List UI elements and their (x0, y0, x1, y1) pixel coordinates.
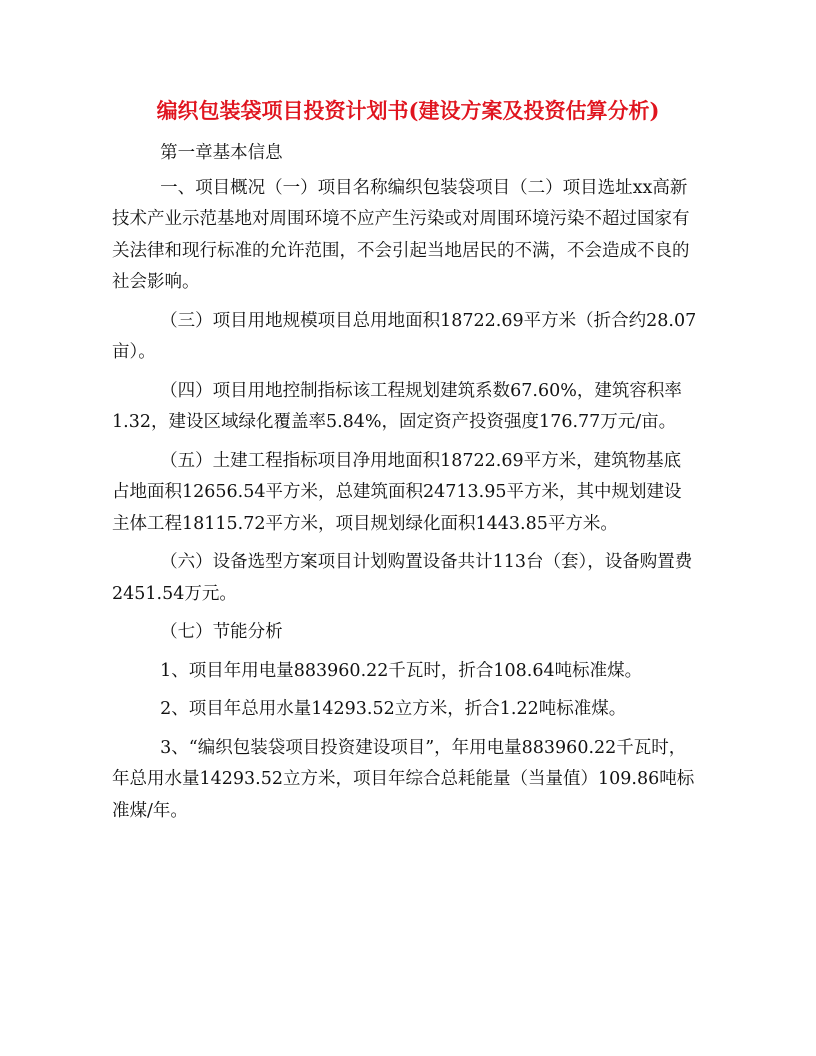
section-heading-energy: （七）节能分析 (160, 622, 283, 642)
paragraph-electricity: 1、项目年用电量883960.22千瓦时，折合108.64吨标准煤。 (160, 660, 643, 681)
paragraph-project-overview: 一、项目概况（一）项目名称编织包装袋项目（二）项目选址xx高新技术产业示范基地对周围环境不应产生污染或对周围环境污染不超过国家有关法律和现行标准的允许范围，不会引起当地居民的不满，不会造成不良的社会影响。 (112, 177, 690, 292)
paragraph-water: 2、项目年总用水量14293.52立方米，折合1.22吨标准煤。 (160, 699, 627, 719)
paragraph-equipment: （六）设备选型方案项目计划购置设备共计113台（套），设备购置费2451.54万元。 (112, 552, 693, 604)
paragraph-land-scale: （三）项目用地规模项目总用地面积18722.69平方米（折合约28.07亩）。 (112, 310, 697, 362)
document-body (112, 138, 697, 830)
chapter-heading: 第一章基本信息 (160, 143, 283, 163)
paragraph-energy-total: 3、“编织包装袋项目投资建设项目”，年用电量883960.22千瓦时，年总用水量14293.52立方米，项目年综合总耗能量（当量值）109.86吨标准煤/年。 (112, 737, 695, 821)
paragraph-land-control: （四）项目用地控制指标该工程规划建筑系数67.60%，建筑容积率1.32，建设区域绿化覆盖率5.84%，固定资产投资强度176.77万元/亩。 (112, 380, 682, 432)
document-title: 编织包装袋项目投资计划书(建设方案及投资估算分析) (156, 98, 660, 123)
paragraph-civil-engineering: （五）土建工程指标项目净用地面积18722.69平方米，建筑物基底占地面积12656.54平方米，总建筑面积24713.95平方米，其中规划建设主体工程18115.72平方米，项目规划绿化面积1443.85平方米。 (112, 450, 682, 534)
